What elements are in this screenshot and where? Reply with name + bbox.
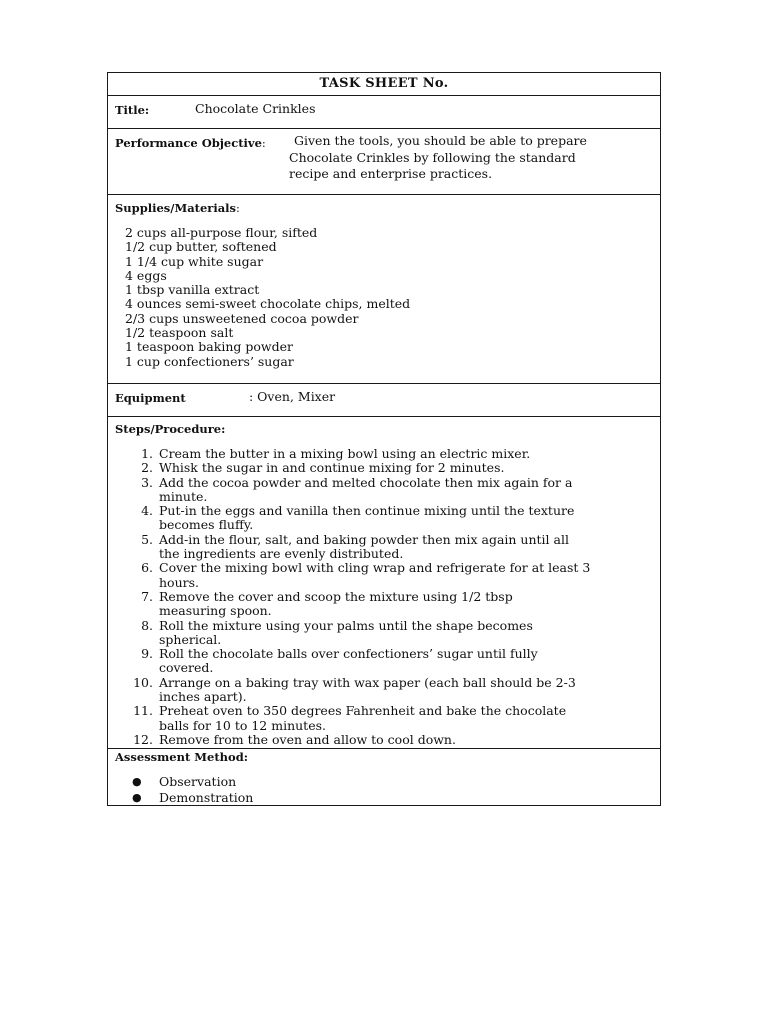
supplies-row <box>108 195 660 384</box>
step-number: 12. <box>133 731 153 747</box>
step-line: spherical. <box>159 631 222 647</box>
step-text <box>159 590 654 619</box>
objective-label <box>115 135 266 151</box>
title-row <box>108 96 660 129</box>
step-text <box>159 504 654 533</box>
step-item <box>114 533 654 562</box>
assessment-item <box>132 790 253 806</box>
step-line: Add the cocoa powder and melted chocolate then mix again for a <box>159 474 573 490</box>
step-line: Cream the butter in a mixing bowl using an electric mixer. <box>159 446 531 461</box>
step-line: the ingredients are evenly distributed. <box>159 546 404 562</box>
supply-item: 1 teaspoon baking powder <box>125 339 293 355</box>
objective-label-text: Performance Objective <box>115 136 262 150</box>
supply-item: 1/2 teaspoon salt <box>125 325 234 341</box>
title-value: Chocolate Crinkles <box>195 101 316 116</box>
objective-text <box>289 133 639 183</box>
assessment-item-text: Demonstration <box>159 790 254 805</box>
step-line: inches apart). <box>159 689 247 705</box>
assessment-label: Assessment Method: <box>115 750 248 764</box>
step-line: Preheat oven to 350 degrees Fahrenheit and bake the chocolate <box>159 703 567 719</box>
step-text <box>159 619 654 648</box>
step-text <box>159 647 654 676</box>
step-item <box>114 447 654 461</box>
step-item <box>114 561 654 590</box>
supply-item: 4 eggs <box>125 267 167 283</box>
step-item <box>114 619 654 648</box>
bullet-icon: ● <box>132 791 142 804</box>
step-line: Cover the mixing bowl with cling wrap and refrigerate for at least 3 <box>159 560 591 576</box>
supply-item: 1 1/4 cup white sugar <box>125 253 264 269</box>
step-number: 4. <box>141 503 153 519</box>
step-text <box>159 676 654 705</box>
step-line: hours. <box>159 574 199 590</box>
step-line: measuring spoon. <box>159 603 272 619</box>
objective-line: Given the tools, you should be able to prepare <box>294 133 587 148</box>
step-line: Whisk the sugar in and continue mixing for 2 minutes. <box>159 460 505 476</box>
task-sheet <box>107 72 661 806</box>
step-item <box>114 733 654 747</box>
steps-row <box>108 417 660 749</box>
step-text <box>159 704 654 733</box>
step-item <box>114 647 654 676</box>
assessment-item-text: Observation <box>159 774 237 789</box>
step-number: 10. <box>133 674 153 690</box>
step-text <box>159 447 654 461</box>
step-line: Put-in the eggs and vanilla then continue mixing until the texture <box>159 503 575 519</box>
step-number: 1. <box>141 446 153 461</box>
step-line: Roll the mixture using your palms until the shape becomes <box>159 617 533 633</box>
steps-label: Steps/Procedure: <box>115 422 226 436</box>
step-text <box>159 733 654 747</box>
equipment-label: Equipment <box>115 391 186 405</box>
step-text <box>159 476 654 505</box>
assessment-list <box>132 774 253 806</box>
objective-line: recipe and enterprise practices. <box>289 166 493 181</box>
step-number: 3. <box>141 474 153 490</box>
step-item <box>114 590 654 619</box>
step-number: 2. <box>141 460 153 476</box>
step-line: Remove from the oven and allow to cool down. <box>159 731 456 747</box>
step-line: Roll the chocolate balls over confectioners’ sugar until fully <box>159 646 538 662</box>
step-line: minute. <box>159 488 208 504</box>
supply-item: 1 cup confectioners’ sugar <box>125 353 294 369</box>
task-sheet-heading: TASK SHEET No. <box>319 76 449 91</box>
step-text <box>159 561 654 590</box>
supplies-label-text: Supplies/Materials <box>115 201 237 215</box>
supply-item: 1 tbsp vanilla extract <box>125 282 260 298</box>
step-line: Add-in the flour, salt, and baking powder then mix again until all <box>159 531 569 547</box>
step-number: 9. <box>141 646 153 662</box>
supplies-list <box>125 226 410 369</box>
step-line: covered. <box>159 660 214 676</box>
assessment-row <box>108 749 660 805</box>
equipment-row <box>108 384 660 417</box>
task-sheet-header-row <box>108 73 660 96</box>
supplies-label <box>115 200 240 216</box>
equipment-value: : Oven, Mixer <box>249 389 336 404</box>
step-line: Arrange on a baking tray with wax paper (each ball should be 2-3 <box>159 674 576 690</box>
objective-line: Chocolate Crinkles by following the standard <box>289 149 576 165</box>
step-number: 6. <box>141 560 153 576</box>
supply-item: 1/2 cup butter, softened <box>125 239 277 255</box>
objective-label-colon: : <box>261 136 266 150</box>
supply-item: 2/3 cups unsweetened cocoa powder <box>125 310 359 326</box>
step-text <box>159 533 654 562</box>
step-line: Remove the cover and scoop the mixture using 1/2 tbsp <box>159 588 513 604</box>
assessment-item <box>132 774 253 790</box>
step-item <box>114 504 654 533</box>
supply-item: 4 ounces semi-sweet chocolate chips, melted <box>125 296 411 312</box>
objective-row <box>108 129 660 195</box>
step-line: becomes fluffy. <box>159 517 254 533</box>
step-line: balls for 10 to 12 minutes. <box>159 717 326 733</box>
step-number: 7. <box>141 588 153 604</box>
step-text <box>159 461 654 475</box>
supply-item: 2 cups all-purpose flour, sifted <box>125 225 318 240</box>
title-label: Title: <box>115 103 150 117</box>
step-item <box>114 476 654 505</box>
supplies-label-colon: : <box>236 201 240 215</box>
step-item <box>114 461 654 475</box>
step-item <box>114 676 654 705</box>
step-number: 11. <box>133 703 153 719</box>
step-item <box>114 704 654 733</box>
step-number: 5. <box>141 531 153 547</box>
steps-list <box>114 447 654 747</box>
step-number: 8. <box>141 617 153 633</box>
bullet-icon: ● <box>132 775 142 788</box>
